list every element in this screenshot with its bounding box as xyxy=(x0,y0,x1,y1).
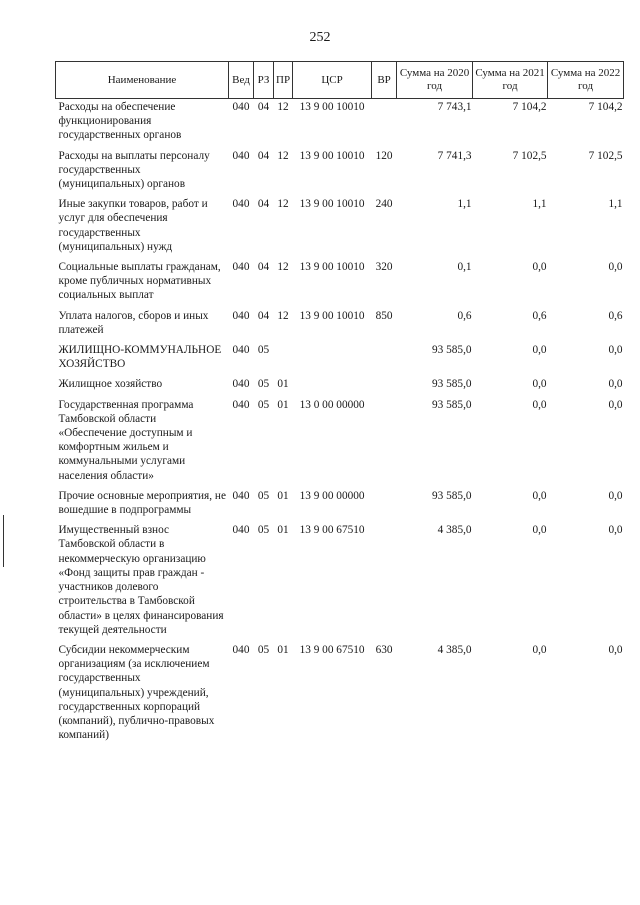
row-name: Иные закупки товаров, работ и услуг для обеспечения государственных (муниципальных) нужд xyxy=(58,198,208,253)
header-name: Наименование xyxy=(56,62,229,99)
row-rz: 04 xyxy=(257,149,270,162)
row-sum-2020: 0,1 xyxy=(457,261,472,274)
header-pr: ПР xyxy=(274,62,293,99)
table-row xyxy=(56,342,624,376)
table-row xyxy=(56,196,624,259)
row-sum-2021: 7 102,5 xyxy=(512,149,547,162)
table-row xyxy=(56,376,624,396)
row-sum-2020: 93 585,0 xyxy=(432,489,472,502)
header-sum-2021: Сумма на 2021 год xyxy=(473,62,548,99)
row-pr: 01 xyxy=(277,489,289,502)
table-row xyxy=(56,522,624,642)
row-ved: 040 xyxy=(232,524,250,537)
row-name: Государственная программа Тамбовской области «Обеспечение доступным и комфортным жильем и коммунальными услугами населения области» xyxy=(58,398,194,482)
table-header-row xyxy=(56,62,624,99)
row-csr: 13 9 00 00000 xyxy=(299,489,365,502)
row-csr: 13 9 00 10010 xyxy=(299,198,365,211)
table-row xyxy=(56,148,624,197)
row-sum-2021: 0,0 xyxy=(532,378,547,391)
row-name: Прочие основные мероприятия, не вошедшие в подпрограммы xyxy=(58,489,226,517)
row-ved: 040 xyxy=(232,309,250,322)
row-name: Расходы на выплаты персоналу государственных (муниципальных) органов xyxy=(58,149,210,191)
row-csr: 13 0 00 00000 xyxy=(299,398,365,411)
row-sum-2021: 0,0 xyxy=(532,261,547,274)
table-row xyxy=(56,488,624,522)
row-csr: 13 9 00 67510 xyxy=(299,643,365,656)
header-rz: РЗ xyxy=(254,62,274,99)
row-rz: 05 xyxy=(257,398,270,411)
header-ved: Вед xyxy=(229,62,254,99)
row-sum-2020: 93 585,0 xyxy=(432,344,472,357)
row-pr: 01 xyxy=(277,524,289,537)
row-sum-2022: 0,0 xyxy=(608,524,623,537)
row-sum-2022: 7 104,2 xyxy=(588,101,623,113)
row-name: Имущественный взнос Тамбовской области в некоммерческую организацию «Фонд защиты прав граждан - участников долевого строительства в Тамбовской области» в целях финансирования текущей деятельности xyxy=(58,524,224,636)
row-sum-2022: 0,0 xyxy=(608,378,623,391)
row-vr: 240 xyxy=(375,198,393,211)
row-sum-2022: 0,0 xyxy=(608,344,623,357)
row-ved: 040 xyxy=(232,261,250,274)
row-rz: 04 xyxy=(257,101,270,113)
row-name: Субсидии некоммерческим организациям (за исключением государственных (муниципальных) учреждений, государственных корпораций (компаний), публично-правовых компаний) xyxy=(58,643,215,742)
row-sum-2020: 7 743,1 xyxy=(437,101,472,113)
row-sum-2020: 1,1 xyxy=(457,198,472,211)
row-sum-2020: 4 385,0 xyxy=(437,524,472,537)
row-name: ЖИЛИЩНО-КОММУНАЛЬНОЕ ХОЗЯЙСТВО xyxy=(58,344,222,371)
row-csr: 13 9 00 67510 xyxy=(299,524,365,537)
row-pr: 01 xyxy=(277,378,289,391)
row-sum-2020: 93 585,0 xyxy=(432,398,472,411)
row-vr xyxy=(372,99,397,148)
row-name: Жилищное хозяйство xyxy=(58,378,163,391)
margin-mark xyxy=(3,515,4,567)
row-pr: 12 xyxy=(277,101,289,113)
row-sum-2022: 0,0 xyxy=(608,398,623,411)
row-sum-2021: 0,0 xyxy=(532,398,547,411)
row-rz: 05 xyxy=(257,524,270,537)
row-csr: 13 9 00 10010 xyxy=(299,261,365,274)
row-sum-2021: 0,0 xyxy=(532,489,547,502)
row-pr: 01 xyxy=(277,398,289,411)
table-row xyxy=(56,259,624,308)
row-sum-2020: 0,6 xyxy=(457,309,472,322)
row-sum-2020: 4 385,0 xyxy=(437,643,472,656)
row-vr xyxy=(372,342,397,376)
budget-table xyxy=(55,61,624,747)
row-vr xyxy=(372,376,397,396)
header-sum-2020: Сумма на 2020 год xyxy=(397,62,473,99)
header-sum-2022: Сумма на 2022 год xyxy=(548,62,624,99)
row-vr: 850 xyxy=(375,309,393,322)
row-vr: 630 xyxy=(375,643,393,656)
row-rz: 04 xyxy=(257,309,270,322)
row-ved: 040 xyxy=(232,149,250,162)
row-csr xyxy=(293,342,372,376)
row-sum-2022: 0,6 xyxy=(608,309,623,322)
row-rz: 04 xyxy=(257,261,270,274)
row-sum-2021: 0,0 xyxy=(532,524,547,537)
row-pr: 12 xyxy=(277,149,289,162)
row-pr: 12 xyxy=(277,198,289,211)
row-pr: 12 xyxy=(277,309,289,322)
row-name: Уплата налогов, сборов и иных платежей xyxy=(58,309,209,336)
table-row xyxy=(56,308,624,342)
row-vr xyxy=(372,522,397,642)
row-sum-2021: 0,0 xyxy=(532,344,547,357)
row-ved: 040 xyxy=(232,643,250,656)
table-row xyxy=(56,99,624,148)
row-ved: 040 xyxy=(232,398,250,411)
row-sum-2022: 0,0 xyxy=(608,643,623,656)
row-sum-2022: 7 102,5 xyxy=(588,149,623,162)
header-vr: ВР xyxy=(372,62,397,99)
row-vr: 320 xyxy=(375,261,393,274)
row-pr: 12 xyxy=(277,261,289,274)
row-sum-2022: 1,1 xyxy=(608,198,623,211)
row-pr xyxy=(274,342,293,376)
row-csr: 13 9 00 10010 xyxy=(299,309,365,322)
row-sum-2020: 7 741,3 xyxy=(437,149,472,162)
row-ved: 040 xyxy=(232,378,250,391)
row-rz: 05 xyxy=(257,489,270,502)
row-vr: 120 xyxy=(375,149,393,162)
row-ved: 040 xyxy=(232,344,250,357)
row-name: Социальные выплаты гражданам, кроме публичных нормативных социальных выплат xyxy=(58,261,221,302)
row-sum-2020: 93 585,0 xyxy=(432,378,472,391)
row-csr: 13 9 00 10010 xyxy=(299,149,365,162)
row-rz: 05 xyxy=(257,378,270,391)
header-csr: ЦСР xyxy=(293,62,372,99)
row-sum-2021: 0,0 xyxy=(532,643,547,656)
row-csr xyxy=(293,376,372,396)
row-vr xyxy=(372,488,397,522)
row-ved: 040 xyxy=(232,101,250,113)
row-sum-2021: 0,6 xyxy=(532,309,547,322)
row-vr xyxy=(372,397,397,488)
row-sum-2022: 0,0 xyxy=(608,489,623,502)
table-row xyxy=(56,642,624,747)
row-ved: 040 xyxy=(232,198,250,211)
row-rz: 05 xyxy=(257,643,270,656)
table-row xyxy=(56,397,624,488)
row-sum-2022: 0,0 xyxy=(608,261,623,274)
row-ved: 040 xyxy=(232,489,250,502)
row-rz: 05 xyxy=(257,344,270,357)
page-number: 252 xyxy=(309,30,331,45)
row-pr: 01 xyxy=(277,643,289,656)
row-rz: 04 xyxy=(257,198,270,211)
row-name: Расходы на обеспечение функционирования государственных органов xyxy=(58,101,182,142)
row-sum-2021: 1,1 xyxy=(532,198,547,211)
row-sum-2021: 7 104,2 xyxy=(512,101,547,113)
row-csr: 13 9 00 10010 xyxy=(299,101,365,113)
